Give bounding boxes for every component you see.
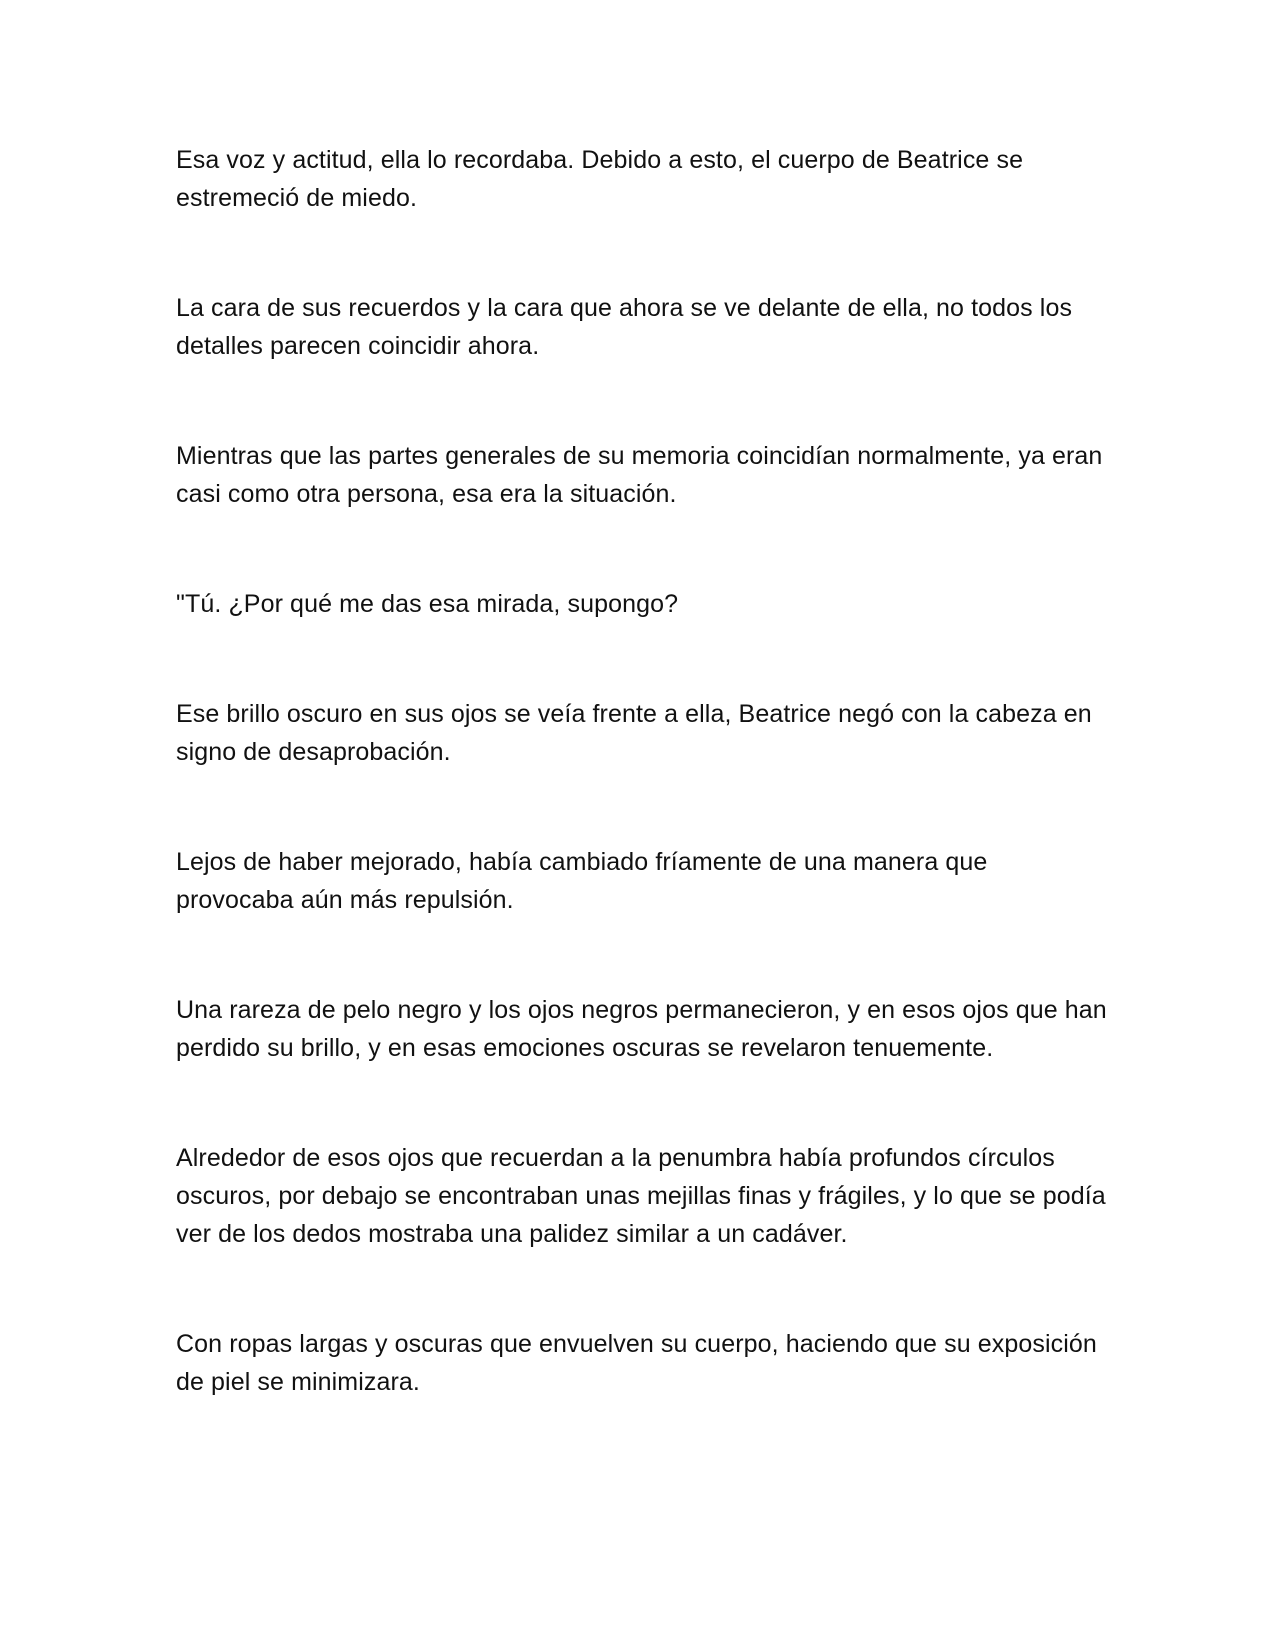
paragraph: Ese brillo oscuro en sus ojos se veía frente a ella, Beatrice negó con la cabeza en signo de desaprobación. [176, 700, 1092, 766]
paragraph: Una rareza de pelo negro y los ojos negros permanecieron, y en esos ojos que han perdido su brillo, y en esas emociones oscuras se revelaron tenuemente. [176, 996, 1107, 1062]
paragraph: Lejos de haber mejorado, había cambiado fríamente de una manera que provocaba aún más repulsión. [176, 848, 988, 914]
paragraph: Con ropas largas y oscuras que envuelven su cuerpo, haciendo que su exposición de piel se minimizara. [176, 1330, 1097, 1396]
document-body [176, 141, 1111, 1401]
paragraph: "Tú. ¿Por qué me das esa mirada, supongo? [176, 590, 679, 618]
paragraph: La cara de sus recuerdos y la cara que ahora se ve delante de ella, no todos los detalles parecen coincidir ahora. [176, 294, 1073, 360]
paragraph: Mientras que las partes generales de su memoria coincidían normalmente, ya eran casi como otra persona, esa era la situación. [176, 442, 1103, 508]
paragraph: Esa voz y actitud, ella lo recordaba. Debido a esto, el cuerpo de Beatrice se estremeció de miedo. [176, 146, 1024, 212]
paragraph: Alrededor de esos ojos que recuerdan a la penumbra había profundos círculos oscuros, por debajo se encontraban unas mejillas finas y frágiles, y lo que se podía ver de los dedos mostraba una palidez similar a un cadáver. [176, 1144, 1106, 1248]
